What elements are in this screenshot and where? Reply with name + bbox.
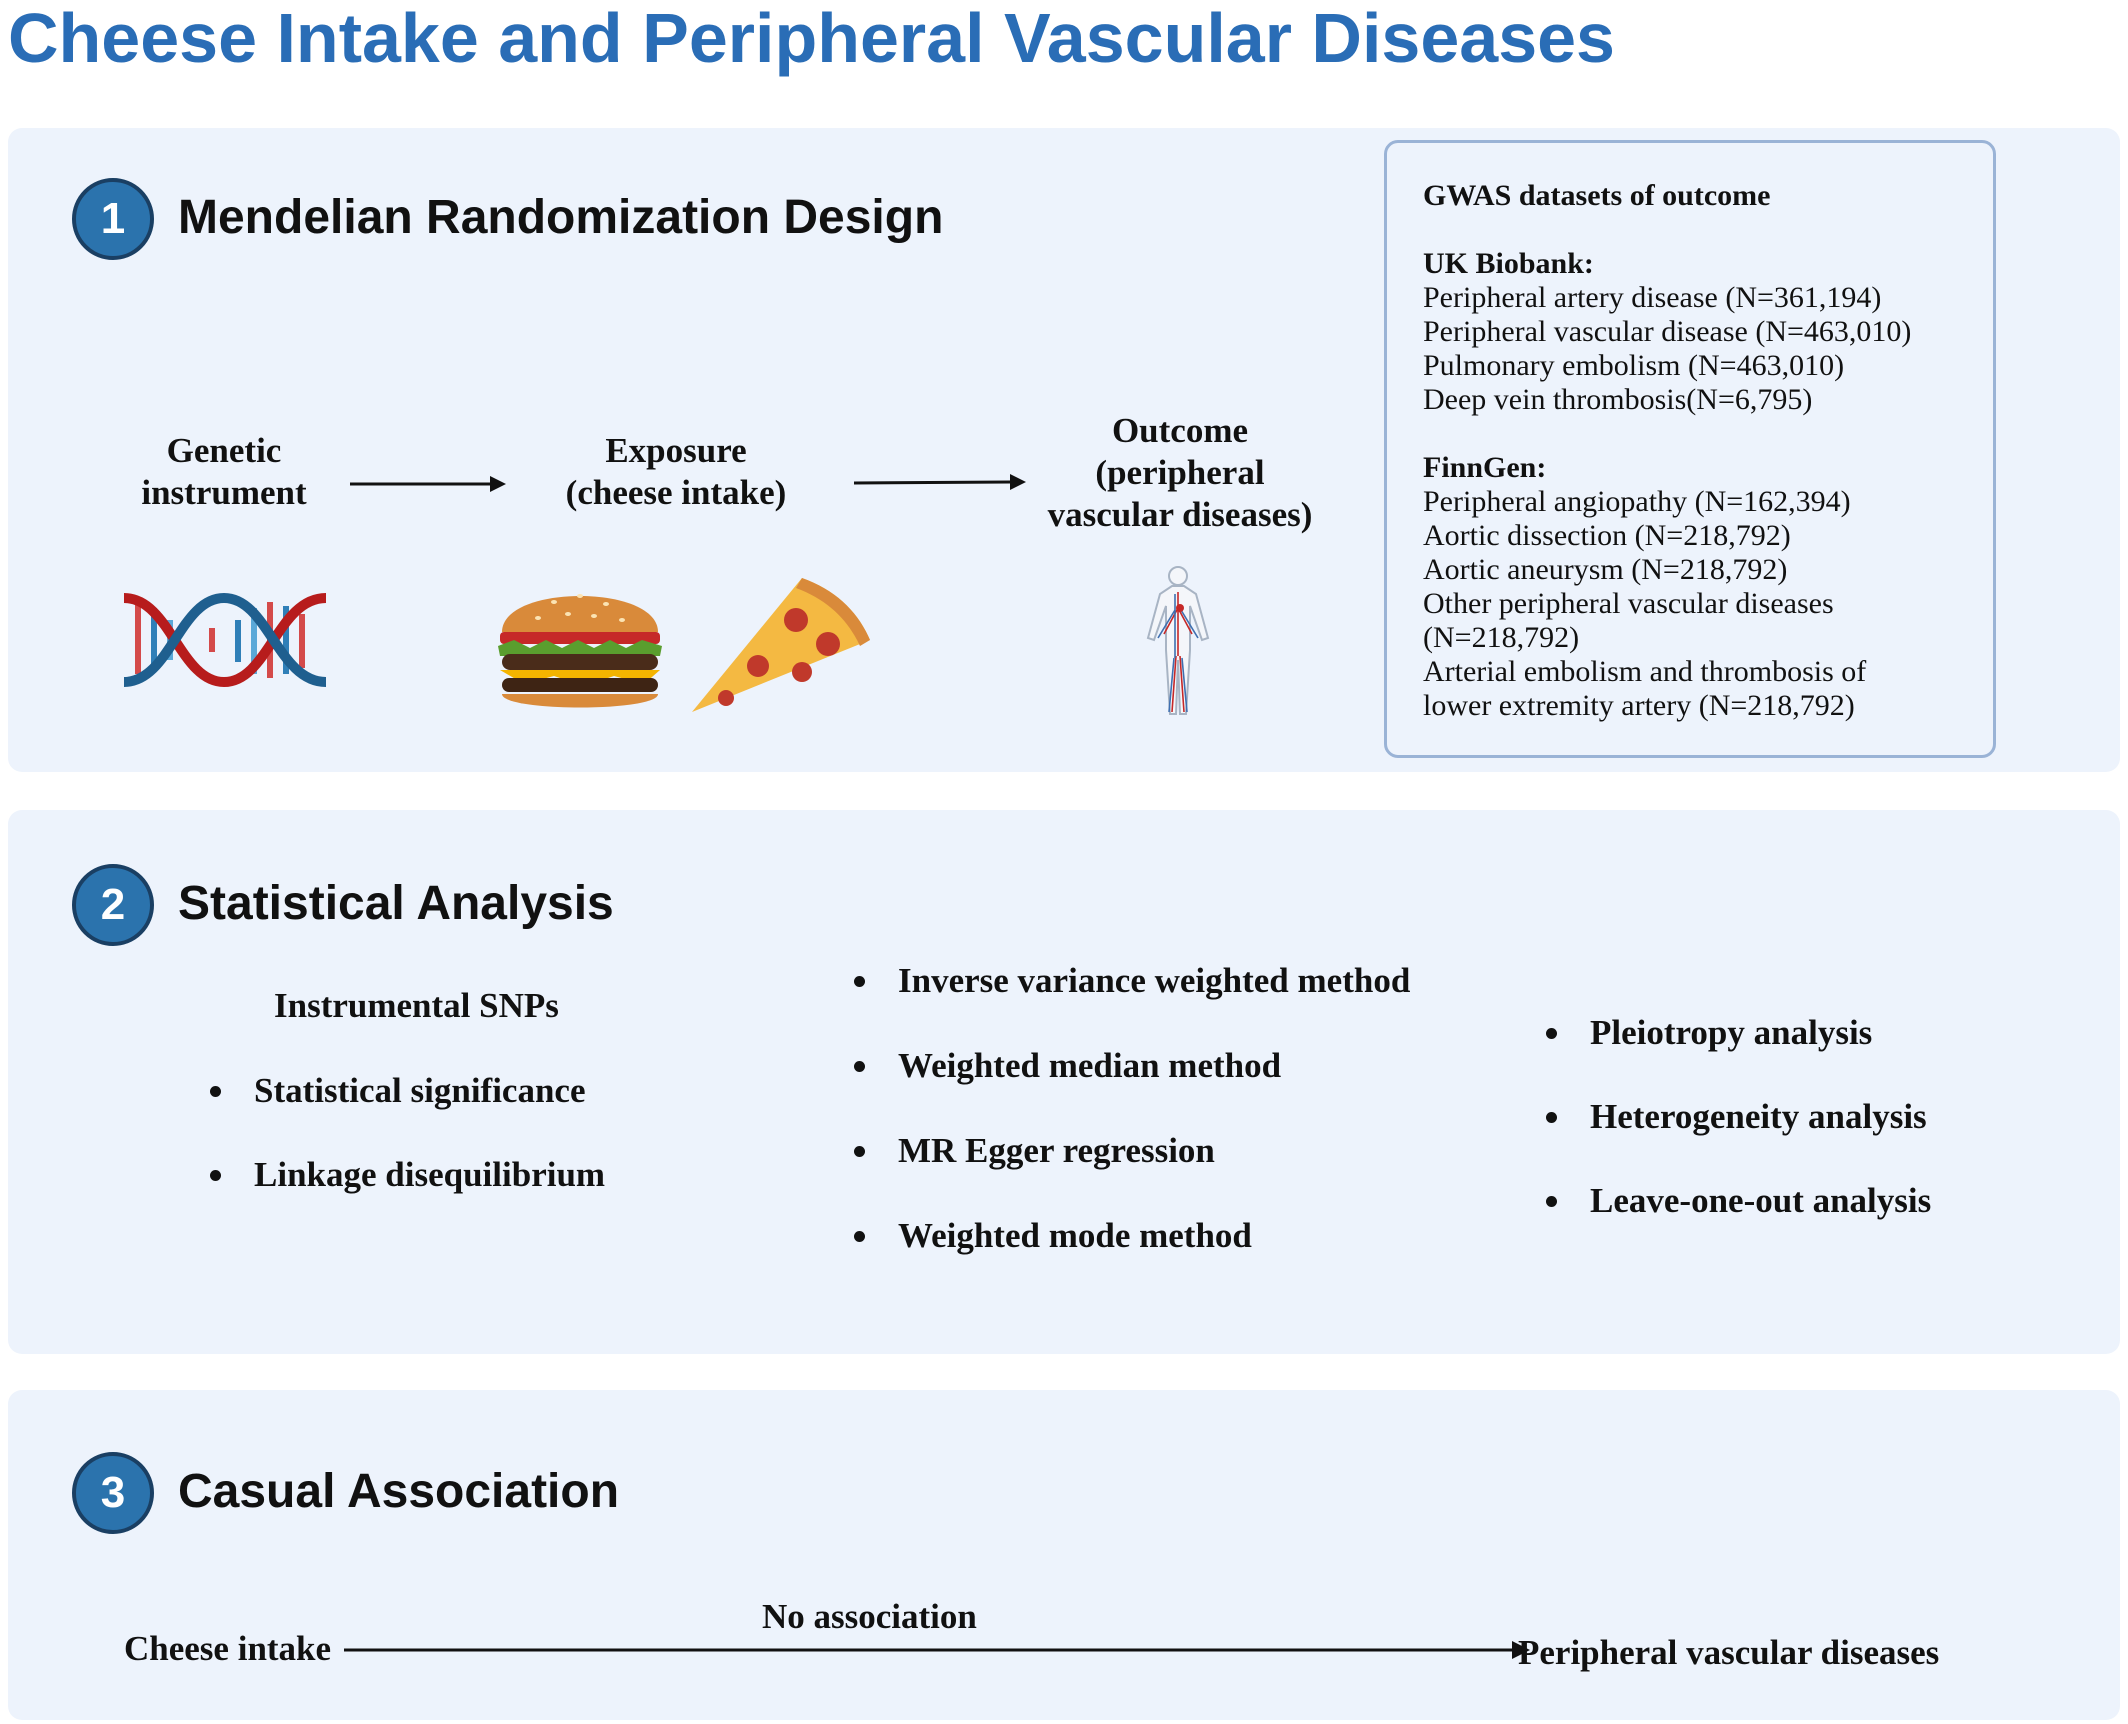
mr-method-item: Inverse variance weighted method [848,960,1410,1002]
mr-methods-list [848,960,1410,1300]
dna-icon [120,590,330,690]
sensitivity-list [1540,1012,1931,1264]
snp-filter-item: Statistical significance [204,1070,605,1112]
node-genetic-instrument [124,430,324,514]
arrow-exposure-to-outcome [850,468,1030,498]
node-exposure-line-2: (cheese intake) [565,473,787,512]
ukb-item: Peripheral vascular disease (N=463,010) [1423,315,1912,348]
step-badge-2: 2 [72,864,154,946]
snp-filter-list [204,1070,605,1238]
sensitivity-item: Heterogeneity analysis [1540,1096,1931,1138]
human-body-icon [1138,564,1218,720]
association-relation-label: No association [762,1597,977,1636]
node-outcome-line-2: (peripheral [1095,453,1265,492]
page-title: Cheese Intake and Peripheral Vascular Diseases [8,0,1615,77]
association-from-label: Cheese intake [124,1629,332,1668]
finngen-item: Other peripheral vascular diseases [1423,587,1834,620]
ukb-item: Deep vein thrombosis(N=6,795) [1423,383,1813,416]
node-outcome-line-3: vascular diseases) [1047,495,1313,534]
node-genetic-line-1: Genetic [166,431,282,470]
snp-filter-item: Linkage disequilibrium [204,1154,605,1196]
association-to-label: Peripheral vascular diseases [1518,1633,1940,1672]
sensitivity-item: Leave-one-out analysis [1540,1180,1931,1222]
finngen-item: Peripheral angiopathy (N=162,394) [1423,485,1851,518]
sensitivity-item: Pleiotropy analysis [1540,1012,1931,1054]
step-badge-1: 1 [72,178,154,260]
node-genetic-line-2: instrument [141,473,307,512]
mr-method-item: Weighted median method [848,1045,1410,1087]
finngen-item: Aortic aneurysm (N=218,792) [1423,553,1788,586]
node-exposure-line-1: Exposure [605,431,747,470]
finngen-item: (N=218,792) [1423,621,1580,654]
mr-method-item: MR Egger regression [848,1130,1410,1172]
section-title-statistical-analysis: Statistical Analysis [178,877,614,930]
gwas-datasets-box [1384,140,1996,758]
finngen-item: lower extremity artery (N=218,792) [1423,689,1855,722]
ukb-item: Peripheral artery disease (N=361,194) [1423,281,1882,314]
ukb-item: Pulmonary embolism (N=463,010) [1423,349,1845,382]
node-outcome-line-1: Outcome [1111,411,1249,450]
node-exposure [556,430,796,514]
gwas-heading: GWAS datasets of outcome [1423,179,1771,212]
section-title-causal-association: Casual Association [178,1465,620,1518]
finngen-heading: FinnGen: [1423,451,1547,484]
association-arrow [344,1636,520,1666]
arrow-genetic-to-exposure [340,470,510,500]
step-badge-3: 3 [72,1452,154,1534]
snp-heading: Instrumental SNPs [274,986,559,1025]
finngen-item: Arterial embolism and thrombosis of [1423,655,1867,688]
pizza-icon [686,568,876,718]
section-title-mr-design: Mendelian Randomization Design [178,191,944,244]
ukb-heading: UK Biobank: [1423,247,1594,280]
mr-method-item: Weighted mode method [848,1215,1410,1257]
node-outcome [1030,410,1330,536]
burger-icon [494,566,666,716]
finngen-item: Aortic dissection (N=218,792) [1423,519,1791,552]
